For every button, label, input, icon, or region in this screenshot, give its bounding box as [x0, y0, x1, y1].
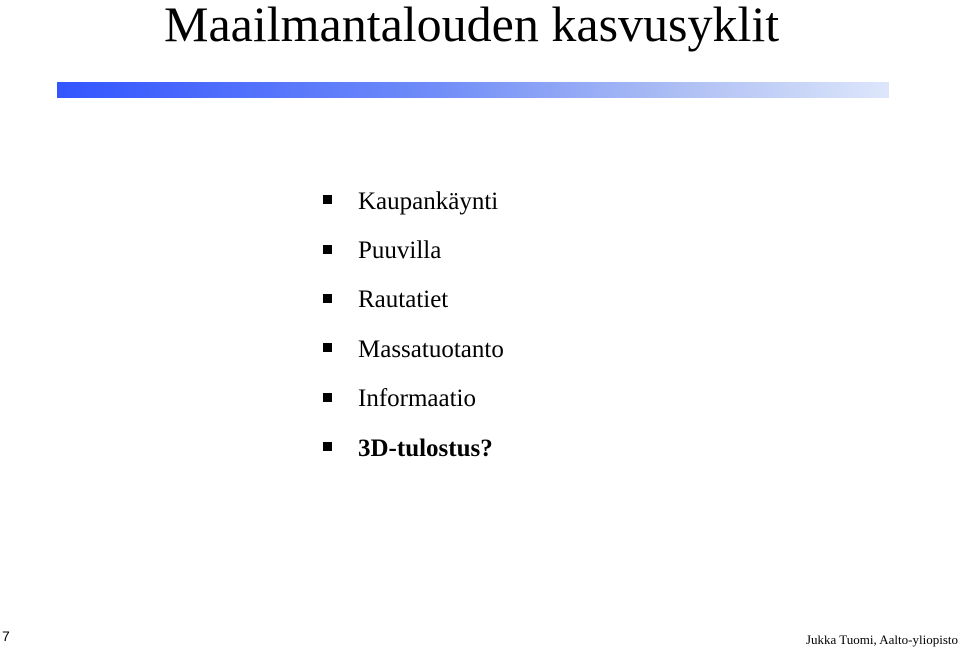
bullet-list: [320, 177, 504, 473]
square-bullet-icon: [323, 245, 332, 254]
square-bullet-icon: [323, 195, 332, 204]
bullet-item: [320, 375, 504, 424]
bullet-text: 3D-tulostus?: [358, 434, 493, 462]
page-number: 7: [2, 628, 10, 644]
square-bullet-icon: [323, 294, 332, 303]
bullet-text: Kaupankäynti: [358, 187, 499, 215]
bullet-item: [320, 325, 504, 374]
bullet-text: Massatuotanto: [358, 335, 504, 363]
square-bullet-icon: [323, 393, 332, 402]
bullet-text: Informaatio: [358, 385, 477, 413]
title-gradient-bar: [57, 82, 889, 98]
square-bullet-icon: [323, 343, 332, 352]
bullet-item: [320, 276, 504, 325]
footer-credit: Jukka Tuomi, Aalto-yliopisto: [805, 632, 958, 647]
bullet-item: [320, 226, 504, 275]
square-bullet-icon: [323, 442, 332, 451]
bullet-item: [320, 177, 504, 226]
slide-title: Maailmantalouden kasvusyklit: [164, 0, 780, 52]
bullet-item: [320, 424, 504, 473]
bullet-text: Rautatiet: [358, 286, 449, 314]
bullet-text: Puuvilla: [358, 237, 442, 265]
